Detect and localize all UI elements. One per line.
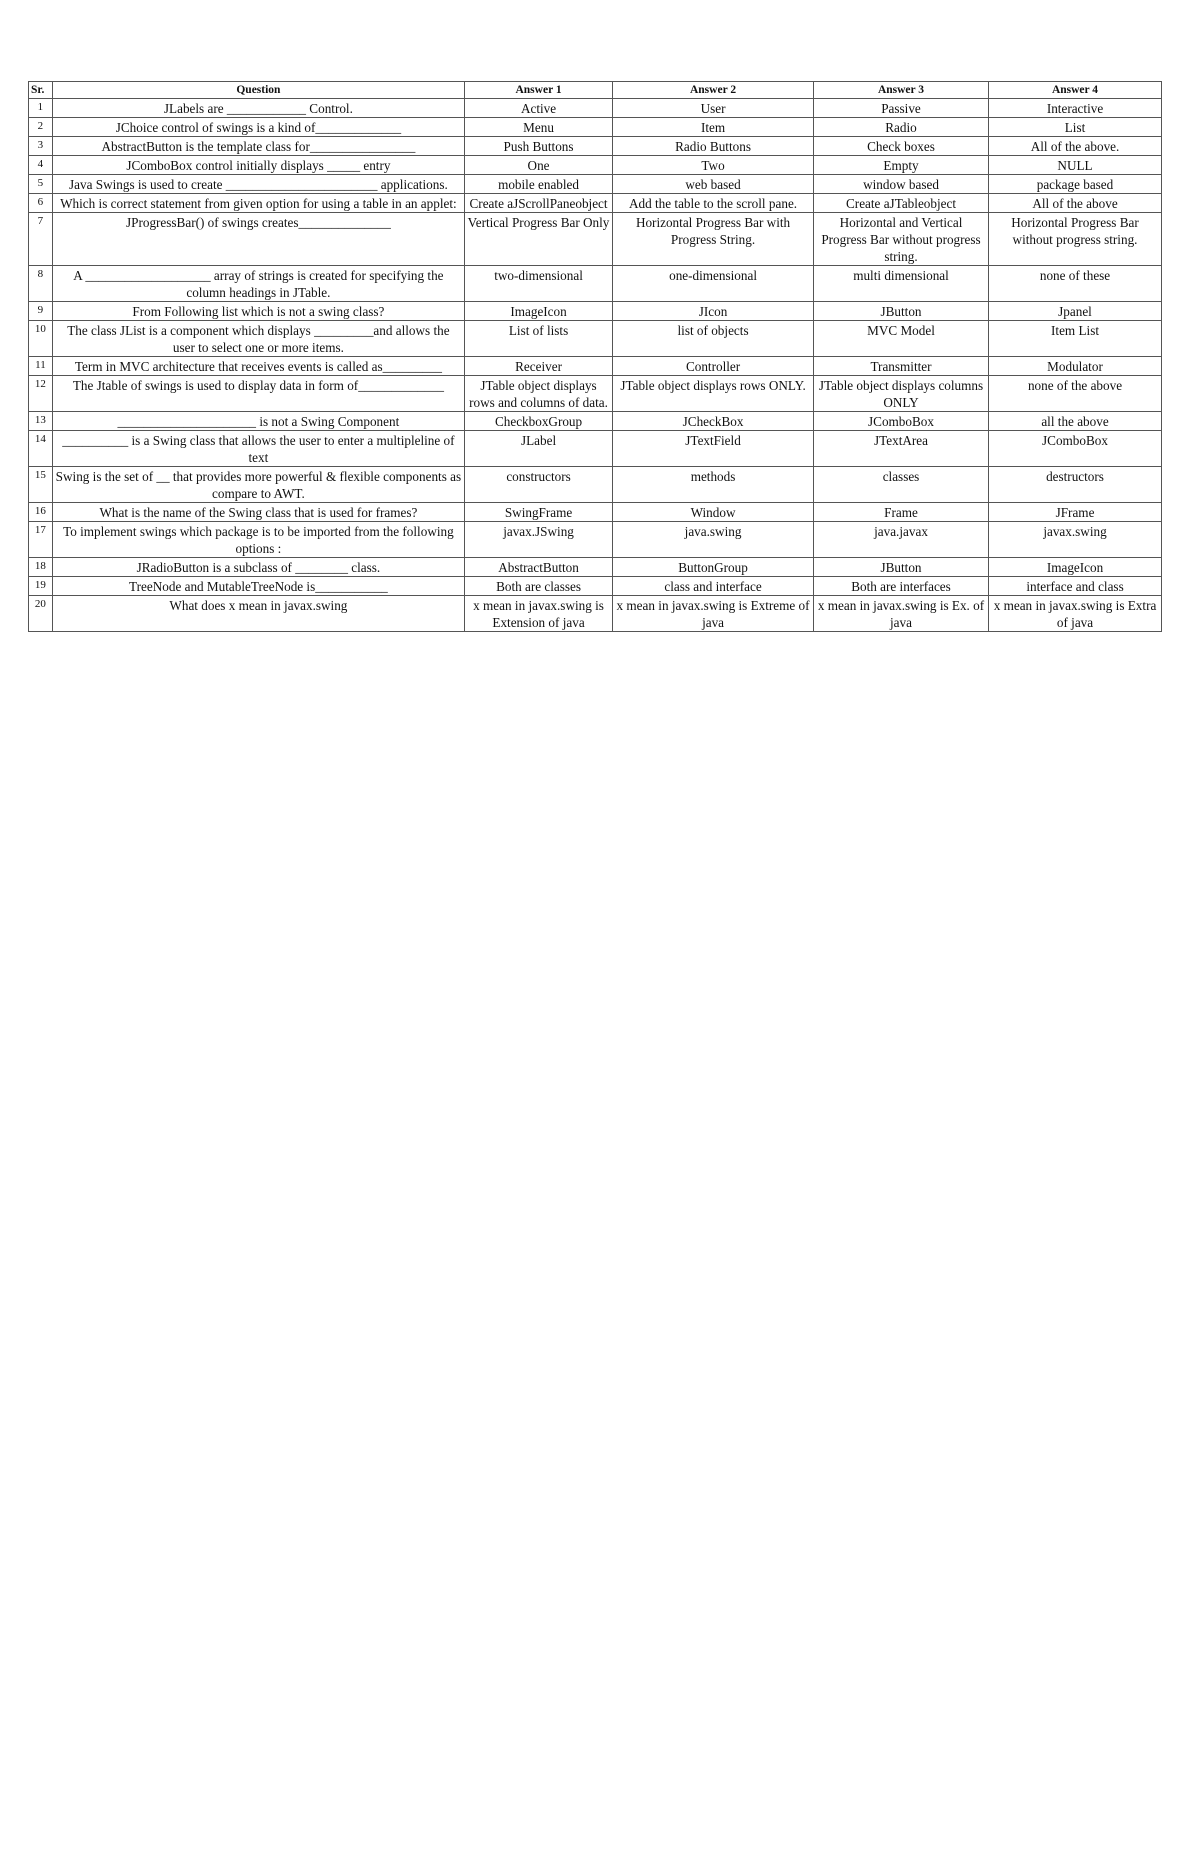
row-answer-2: one-dimensional	[613, 266, 814, 302]
row-answer-2: java.swing	[613, 522, 814, 558]
row-answer-3: JTable object displays columns ONLY	[814, 376, 989, 412]
row-question: AbstractButton is the template class for________________	[52, 137, 464, 156]
row-answer-4: none of these	[989, 266, 1162, 302]
row-question: From Following list which is not a swing class?	[52, 302, 464, 321]
row-answer-1: Create aJScrollPaneobject	[465, 194, 613, 213]
row-sr: 14	[29, 431, 53, 467]
table-row	[29, 99, 1162, 118]
table-row	[29, 467, 1162, 503]
table-row	[29, 412, 1162, 431]
header-answer-3: Answer 3	[814, 82, 989, 99]
row-sr: 5	[29, 175, 53, 194]
row-answer-1: Vertical Progress Bar Only	[465, 213, 613, 266]
row-answer-2: ButtonGroup	[613, 558, 814, 577]
row-sr: 12	[29, 376, 53, 412]
row-answer-4: All of the above	[989, 194, 1162, 213]
row-answer-3: multi dimensional	[814, 266, 989, 302]
row-sr: 11	[29, 357, 53, 376]
quiz-table	[28, 81, 1162, 632]
row-answer-1: List of lists	[465, 321, 613, 357]
row-answer-1: JTable object displays rows and columns of data.	[465, 376, 613, 412]
row-answer-4: All of the above.	[989, 137, 1162, 156]
row-answer-4: Jpanel	[989, 302, 1162, 321]
row-question: The class JList is a component which displays _________and allows the user to select one or more items.	[52, 321, 464, 357]
table-row	[29, 357, 1162, 376]
row-answer-1: ImageIcon	[465, 302, 613, 321]
row-answer-3: java.javax	[814, 522, 989, 558]
table-row	[29, 175, 1162, 194]
row-question: Swing is the set of __ that provides more powerful & flexible components as compare to AWT.	[52, 467, 464, 503]
row-answer-3: Radio	[814, 118, 989, 137]
row-answer-3: x mean in javax.swing is Ex. of java	[814, 596, 989, 632]
row-question: JRadioButton is a subclass of ________ class.	[52, 558, 464, 577]
table-row	[29, 194, 1162, 213]
row-answer-3: JButton	[814, 302, 989, 321]
row-answer-3: Both are interfaces	[814, 577, 989, 596]
row-answer-1: Active	[465, 99, 613, 118]
row-answer-1: constructors	[465, 467, 613, 503]
row-answer-2: JIcon	[613, 302, 814, 321]
row-answer-1: mobile enabled	[465, 175, 613, 194]
row-question: A ___________________ array of strings is created for specifying the column headings in JTable.	[52, 266, 464, 302]
table-header-row	[29, 82, 1162, 99]
row-answer-4: all the above	[989, 412, 1162, 431]
row-sr: 4	[29, 156, 53, 175]
row-answer-2: x mean in javax.swing is Extreme of java	[613, 596, 814, 632]
row-answer-4: destructors	[989, 467, 1162, 503]
row-answer-1: CheckboxGroup	[465, 412, 613, 431]
row-answer-4: JFrame	[989, 503, 1162, 522]
table-row	[29, 431, 1162, 467]
row-sr: 7	[29, 213, 53, 266]
row-answer-1: Push Buttons	[465, 137, 613, 156]
table-row	[29, 577, 1162, 596]
row-answer-4: Item List	[989, 321, 1162, 357]
row-answer-3: Transmitter	[814, 357, 989, 376]
header-answer-2: Answer 2	[613, 82, 814, 99]
row-answer-4: ImageIcon	[989, 558, 1162, 577]
row-question: The Jtable of swings is used to display data in form of_____________	[52, 376, 464, 412]
row-answer-2: list of objects	[613, 321, 814, 357]
row-answer-2: Controller	[613, 357, 814, 376]
row-sr: 6	[29, 194, 53, 213]
row-question: JProgressBar() of swings creates______________	[52, 213, 464, 266]
row-sr: 20	[29, 596, 53, 632]
row-question: Which is correct statement from given option for using a table in an applet:	[52, 194, 464, 213]
row-answer-2: User	[613, 99, 814, 118]
row-answer-4: javax.swing	[989, 522, 1162, 558]
row-answer-2: JTextField	[613, 431, 814, 467]
row-answer-4: List	[989, 118, 1162, 137]
row-answer-3: MVC Model	[814, 321, 989, 357]
table-row	[29, 596, 1162, 632]
row-question: TreeNode and MutableTreeNode is___________	[52, 577, 464, 596]
row-answer-1: SwingFrame	[465, 503, 613, 522]
row-answer-1: Receiver	[465, 357, 613, 376]
table-row	[29, 302, 1162, 321]
row-sr: 10	[29, 321, 53, 357]
row-question: What does x mean in javax.swing	[52, 596, 464, 632]
row-answer-4: NULL	[989, 156, 1162, 175]
row-sr: 16	[29, 503, 53, 522]
row-answer-3: JTextArea	[814, 431, 989, 467]
row-answer-4: Modulator	[989, 357, 1162, 376]
row-sr: 8	[29, 266, 53, 302]
table-body	[29, 99, 1162, 632]
row-answer-1: AbstractButton	[465, 558, 613, 577]
header-question: Question	[52, 82, 464, 99]
row-answer-2: Item	[613, 118, 814, 137]
table-row	[29, 213, 1162, 266]
row-answer-1: JLabel	[465, 431, 613, 467]
row-answer-3: Check boxes	[814, 137, 989, 156]
row-question: To implement swings which package is to be imported from the following options :	[52, 522, 464, 558]
row-sr: 3	[29, 137, 53, 156]
row-answer-2: JTable object displays rows ONLY.	[613, 376, 814, 412]
row-question: JComboBox control initially displays _____ entry	[52, 156, 464, 175]
row-answer-3: classes	[814, 467, 989, 503]
row-sr: 1	[29, 99, 53, 118]
row-question: _____________________ is not a Swing Component	[52, 412, 464, 431]
row-answer-2: methods	[613, 467, 814, 503]
row-question: What is the name of the Swing class that is used for frames?	[52, 503, 464, 522]
table-row	[29, 522, 1162, 558]
table-row	[29, 503, 1162, 522]
row-answer-1: One	[465, 156, 613, 175]
row-answer-3: JButton	[814, 558, 989, 577]
table-row	[29, 558, 1162, 577]
row-answer-2: Add the table to the scroll pane.	[613, 194, 814, 213]
row-answer-3: window based	[814, 175, 989, 194]
table-row	[29, 156, 1162, 175]
row-answer-3: Horizontal and Vertical Progress Bar without progress string.	[814, 213, 989, 266]
row-answer-1: Menu	[465, 118, 613, 137]
row-answer-3: Empty	[814, 156, 989, 175]
row-answer-3: JComboBox	[814, 412, 989, 431]
row-answer-4: Horizontal Progress Bar without progress string.	[989, 213, 1162, 266]
header-answer-1: Answer 1	[465, 82, 613, 99]
row-answer-4: x mean in javax.swing is Extra of java	[989, 596, 1162, 632]
row-answer-4: interface and class	[989, 577, 1162, 596]
row-question: Java Swings is used to create _______________________ applications.	[52, 175, 464, 194]
header-answer-4: Answer 4	[989, 82, 1162, 99]
row-answer-3: Create aJTableobject	[814, 194, 989, 213]
row-question: __________ is a Swing class that allows the user to enter a multipleline of text	[52, 431, 464, 467]
row-answer-2: Radio Buttons	[613, 137, 814, 156]
row-sr: 19	[29, 577, 53, 596]
table-row	[29, 118, 1162, 137]
row-answer-2: Two	[613, 156, 814, 175]
row-answer-2: JCheckBox	[613, 412, 814, 431]
row-answer-2: class and interface	[613, 577, 814, 596]
row-sr: 13	[29, 412, 53, 431]
row-answer-1: two-dimensional	[465, 266, 613, 302]
table-row	[29, 266, 1162, 302]
row-answer-2: Horizontal Progress Bar with Progress String.	[613, 213, 814, 266]
row-answer-4: none of the above	[989, 376, 1162, 412]
row-answer-3: Passive	[814, 99, 989, 118]
row-answer-1: javax.JSwing	[465, 522, 613, 558]
row-answer-3: Frame	[814, 503, 989, 522]
row-answer-1: Both are classes	[465, 577, 613, 596]
row-answer-1: x mean in javax.swing is Extension of java	[465, 596, 613, 632]
row-sr: 9	[29, 302, 53, 321]
table-row	[29, 376, 1162, 412]
row-answer-4: JComboBox	[989, 431, 1162, 467]
table-row	[29, 321, 1162, 357]
row-sr: 2	[29, 118, 53, 137]
table-row	[29, 137, 1162, 156]
row-question: Term in MVC architecture that receives events is called as_________	[52, 357, 464, 376]
row-sr: 18	[29, 558, 53, 577]
row-answer-2: Window	[613, 503, 814, 522]
header-sr: Sr.	[29, 82, 53, 99]
row-answer-4: Interactive	[989, 99, 1162, 118]
row-question: JLabels are ____________ Control.	[52, 99, 464, 118]
row-answer-4: package based	[989, 175, 1162, 194]
row-answer-2: web based	[613, 175, 814, 194]
row-question: JChoice control of swings is a kind of_____________	[52, 118, 464, 137]
row-sr: 17	[29, 522, 53, 558]
row-sr: 15	[29, 467, 53, 503]
